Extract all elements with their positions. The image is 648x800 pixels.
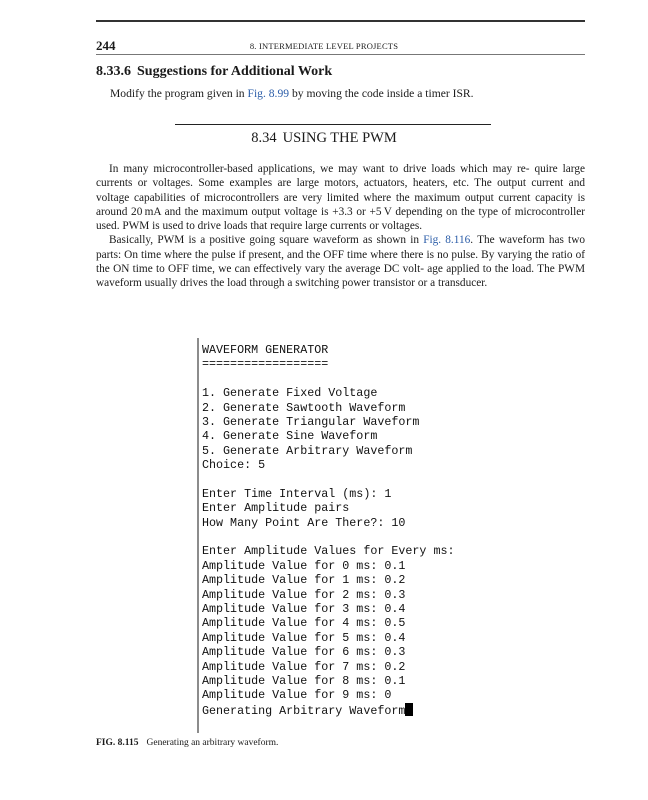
terminal-line: Amplitude Value for 0 ms: 0.1 [202, 558, 406, 573]
terminal-line: WAVEFORM GENERATOR [202, 343, 329, 357]
terminal-line: 2. Generate Sawtooth Waveform [202, 400, 406, 415]
terminal-line: 1. Generate Fixed Voltage [202, 386, 378, 401]
terminal-last-text: Generating Arbitrary Waveform [202, 703, 406, 718]
fig-8-116-link[interactable]: Fig. 8.116 [423, 234, 471, 247]
terminal-line: Amplitude Value for 3 ms: 0.4 [202, 602, 406, 617]
subsection-paragraph [110, 87, 474, 100]
terminal-line: Amplitude Value for 9 ms: 0 [202, 688, 392, 703]
terminal-output [199, 338, 509, 717]
figure-caption [96, 738, 278, 748]
terminal-line: Amplitude Value for 8 ms: 0.1 [202, 673, 406, 688]
cursor-icon [405, 703, 413, 716]
subsection-heading [96, 64, 332, 80]
terminal-line: 5. Generate Arbitrary Waveform [202, 443, 413, 458]
fig-8-99-link[interactable]: Fig. 8.99 [247, 87, 290, 100]
terminal-line: Enter Time Interval (ms): 1 [202, 486, 392, 501]
subsection-text-after: by moving the code inside a timer ISR. [289, 87, 474, 100]
terminal-last-line [202, 703, 509, 717]
terminal-line [202, 372, 509, 386]
top-rule [96, 20, 585, 22]
terminal-line: Enter Amplitude Values for Every ms: [202, 544, 455, 559]
terminal-line [202, 530, 509, 544]
page-number: 244 [96, 38, 116, 53]
terminal-line: Amplitude Value for 6 ms: 0.3 [202, 645, 406, 660]
subsection-text-before: Modify the program given in [110, 87, 248, 100]
terminal-line: Enter Amplitude pairs [202, 501, 350, 516]
terminal-line: Amplitude Value for 5 ms: 0.4 [202, 630, 406, 645]
body-text [96, 162, 585, 291]
section-title: USING THE PWM [282, 130, 397, 146]
terminal-line: 3. Generate Triangular Waveform [202, 414, 420, 429]
paragraph-2-after: . The waveform has two parts: On time where the pulse if present, and the OFF time where there is no pulse. By varying the ratio of the ON time to OFF time, we can effectively vary the average DC volt- age applied to the load. The PWM waveform usually drives the load through a switching power transistor or a transducer. [96, 234, 586, 290]
header-divider [96, 54, 585, 55]
terminal-line: ================== [202, 357, 329, 372]
terminal-line: Amplitude Value for 2 ms: 0.3 [202, 587, 406, 602]
terminal-line [202, 473, 509, 487]
terminal-line: Amplitude Value for 7 ms: 0.2 [202, 659, 406, 674]
figure-caption-text: Generating an arbitrary waveform. [146, 738, 279, 748]
terminal-line: Choice: 5 [202, 458, 266, 473]
section-rule [175, 124, 491, 125]
terminal-line: How Many Point Are There?: 10 [202, 515, 406, 530]
section-heading [0, 130, 648, 147]
paragraph-2-before: Basically, PWM is a positive going square waveform as shown in [109, 234, 424, 247]
terminal-screenshot [197, 338, 509, 733]
section-number: 8.34 [251, 130, 277, 146]
paragraph-1: In many microcontroller-based applications, we may want to drive loads which may re- quire large currents or voltages. Some examples are large motors, actuators, heaters, etc. The output current and voltage capabilities of microcontrollers are very limited where the maximum output current capacity is around 20 mA and the maximum output voltage is +3.3 or +5 V depending on the type of microcontroller used. PWM is used to drive loads that require large currents or voltages. [96, 163, 585, 233]
subsection-title: Suggestions for Additional Work [137, 64, 333, 79]
running-head: 8. INTERMEDIATE LEVEL PROJECTS [249, 41, 399, 51]
subsection-number: 8.33.6 [96, 64, 131, 79]
terminal-line: 4. Generate Sine Waveform [202, 429, 378, 444]
paragraph-2 [96, 233, 585, 290]
terminal-line: Amplitude Value for 4 ms: 0.5 [202, 616, 406, 631]
terminal-line: Amplitude Value for 1 ms: 0.2 [202, 573, 406, 588]
figure-label: FIG. 8.115 [96, 738, 139, 748]
